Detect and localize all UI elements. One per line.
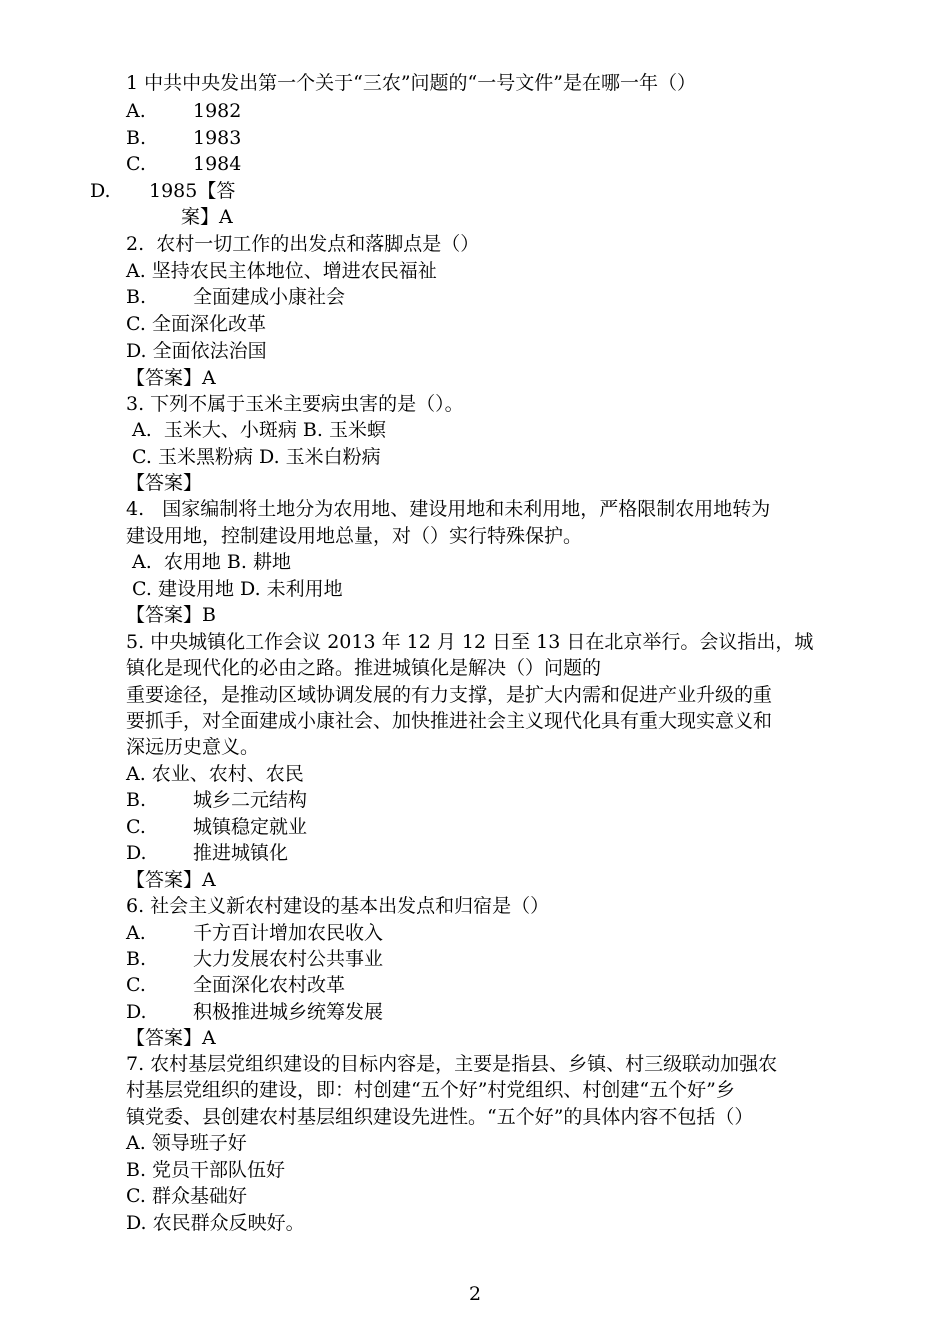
q6-option-b-text: 大力发展农村公共事业 xyxy=(193,948,384,970)
q7-option-a: A. 领导班子好 xyxy=(126,1132,247,1154)
q3-options-ab: A. 玉米大、小斑病 B. 玉米螟 xyxy=(126,419,386,441)
q2-option-a: A. 坚持农民主体地位、增进农民福祉 xyxy=(126,260,437,282)
q7-stem-line3: 镇党委、县创建农村基层组织建设先进性。“五个好”的具体内容不包括（） xyxy=(126,1106,754,1128)
q5-answer: 【答案】A xyxy=(126,869,216,891)
q6-answer: 【答案】A xyxy=(126,1027,216,1049)
q7-option-b: B. 党员干部队伍好 xyxy=(126,1159,286,1181)
q6-option-a-letter: A. xyxy=(126,922,146,944)
q7-stem-line2: 村基层党组织的建设，即：村创建“五个好”村党组织、村创建“五个好”乡 xyxy=(126,1079,735,1101)
q3-stem: 3. 下列不属于玉米主要病虫害的是（）。 xyxy=(126,393,464,415)
q1-option-a-text: 1982 xyxy=(193,100,242,122)
q5-option-d-letter: D. xyxy=(126,842,147,864)
q1-answer: 案】A xyxy=(181,206,233,228)
q5-option-c-letter: C. xyxy=(126,816,146,838)
q2-option-b-letter: B. xyxy=(126,286,147,308)
q4-answer: 【答案】B xyxy=(126,604,216,626)
q3-options-cd: C. 玉米黑粉病 D. 玉米白粉病 xyxy=(126,446,381,468)
q6-option-c-letter: C. xyxy=(126,974,146,996)
q5-option-a: A. 农业、农村、农民 xyxy=(126,763,304,785)
q5-stem-line2: 镇化是现代化的必由之路。推进城镇化是解决（）问题的 xyxy=(126,657,602,679)
q1-option-a-letter: A. xyxy=(126,100,146,122)
q7-stem-line1: 7. 农村基层党组织建设的目标内容是，主要是指县、乡镇、村三级联动加强农 xyxy=(126,1053,778,1075)
q4-options-cd: C. 建设用地 D. 未利用地 xyxy=(126,578,343,600)
q1-stem: 1 中共中央发出第一个关于“三农”问题的“一号文件”是在哪一年（） xyxy=(126,72,696,94)
q3-answer: 【答案】 xyxy=(126,472,203,494)
q2-answer: 【答案】A xyxy=(126,367,216,389)
q6-option-c-text: 全面深化农村改革 xyxy=(193,974,346,996)
q1-option-d-letter: D. xyxy=(90,180,111,202)
q1-option-d-text: 1985【答 xyxy=(149,180,236,202)
q5-stem-line5: 深远历史意义。 xyxy=(126,736,260,758)
q1-option-b-letter: B. xyxy=(126,127,147,149)
q5-option-c-text: 城镇稳定就业 xyxy=(193,816,308,838)
q6-option-d-letter: D. xyxy=(126,1001,147,1023)
q4-options-ab: A. 农用地 B. 耕地 xyxy=(126,551,291,573)
q5-option-d-text: 推进城镇化 xyxy=(193,842,289,864)
q4-stem-line1: 4. 国家编制将土地分为农用地、建设用地和未利用地，严格限制农用地转为 xyxy=(126,498,771,520)
q5-stem-line4: 要抓手，对全面建成小康社会、加快推进社会主义现代化具有重大现实意义和 xyxy=(126,710,773,732)
q6-stem: 6. 社会主义新农村建设的基本出发点和归宿是（） xyxy=(126,895,550,917)
q7-option-d: D. 农民群众反映好。 xyxy=(126,1212,305,1234)
q6-option-a-text: 千方百计增加农民收入 xyxy=(193,922,384,944)
q5-option-b-letter: B. xyxy=(126,789,147,811)
q4-stem-line2: 建设用地，控制建设用地总量，对（）实行特殊保护。 xyxy=(126,525,583,547)
q1-option-b-text: 1983 xyxy=(193,127,242,149)
q2-option-b-text: 全面建成小康社会 xyxy=(193,286,346,308)
q2-option-d: D. 全面依法治国 xyxy=(126,340,267,362)
q2-option-c: C. 全面深化改革 xyxy=(126,313,266,335)
q1-option-c-text: 1984 xyxy=(193,153,242,175)
q6-option-b-letter: B. xyxy=(126,948,147,970)
q7-option-c: C. 群众基础好 xyxy=(126,1185,247,1207)
q5-option-b-text: 城乡二元结构 xyxy=(193,789,308,811)
page-number: 2 xyxy=(468,1283,482,1305)
q1-option-c-letter: C. xyxy=(126,153,146,175)
q2-stem: 2. 农村一切工作的出发点和落脚点是（） xyxy=(126,233,480,255)
q5-stem-line1: 5. 中央城镇化工作会议 2013 年 12 月 12 日至 13 日在北京举行。会议指出，城 xyxy=(126,631,814,653)
q6-option-d-text: 积极推进城乡统筹发展 xyxy=(193,1001,384,1023)
q5-stem-line3: 重要途径，是推动区域协调发展的有力支撑，是扩大内需和促进产业升级的重 xyxy=(126,684,773,706)
